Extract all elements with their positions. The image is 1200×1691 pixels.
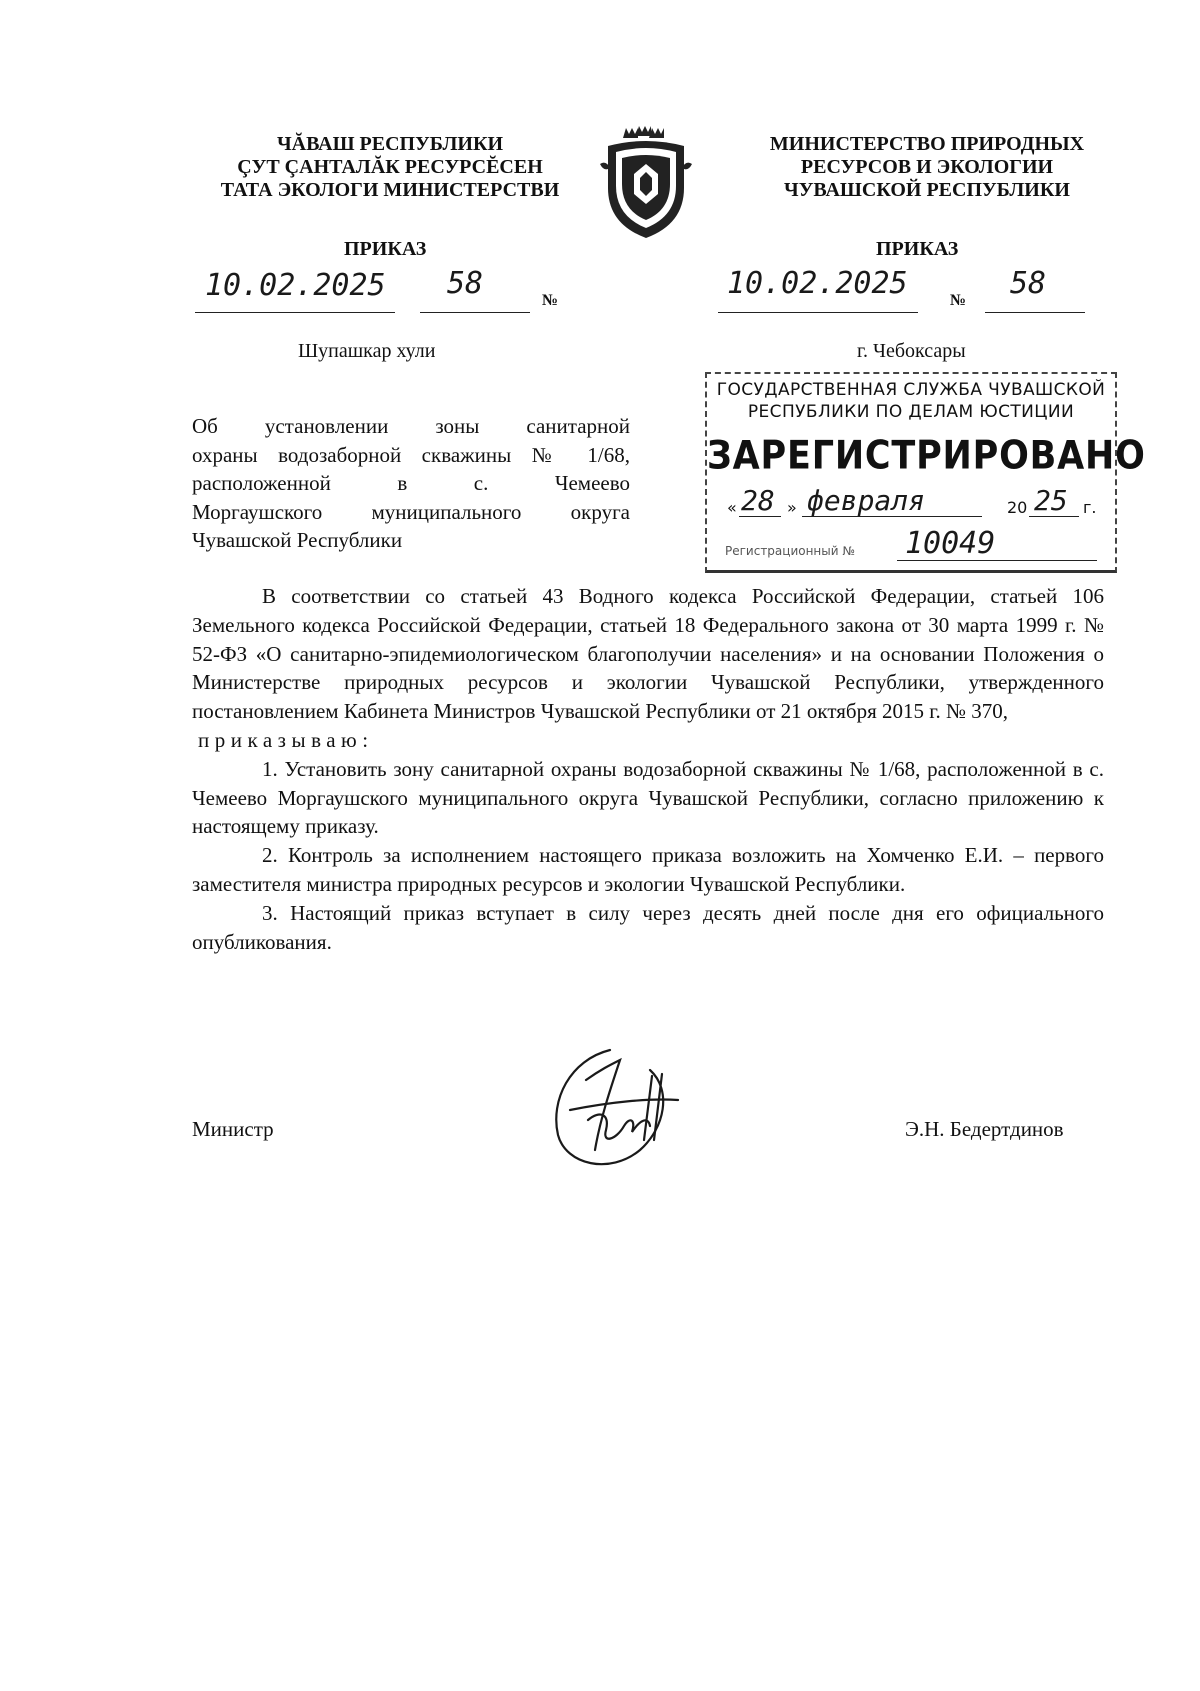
stamp-day-underline (739, 516, 781, 517)
header-chuvash (200, 133, 580, 202)
number-sign-right: № (950, 292, 967, 309)
header-chuvash-line: ТАТА ЭКОЛОГИ МИНИСТЕРСТВИ (220, 179, 560, 201)
coat-of-arms-icon (598, 124, 694, 242)
stamp-year-underline (1029, 516, 1079, 517)
stamp-month-underline (802, 516, 982, 517)
title-line: Моргаушского муниципального округа (192, 499, 630, 524)
title-line: охраны водозаборной скважины № 1/68, (192, 442, 630, 467)
registration-stamp (705, 372, 1146, 573)
city-russian: г. Чебоксары (857, 340, 966, 362)
number-sign-left: № (542, 292, 559, 309)
stamp-reg-underline (897, 560, 1097, 561)
date-underline-left (195, 312, 395, 313)
paragraph-order-word (192, 726, 1104, 755)
stamp-month: февраля (807, 484, 926, 517)
order-word: приказываю: (198, 727, 374, 752)
header-chuvash-line: ÇУТ ÇАНТАЛĂК РЕСУРСĔСЕН (237, 156, 543, 178)
order-number-right: 58 (1010, 266, 1047, 301)
city-chuvash: Шупашкар хули (298, 340, 436, 362)
stamp-quote-close: » (787, 498, 797, 517)
header-russian-line: МИНИСТЕРСТВО ПРИРОДНЫХ (769, 133, 1085, 155)
stamp-line-1: ГОСУДАРСТВЕННАЯ СЛУЖБА ЧУВАШСКОЙ (716, 380, 1106, 400)
stamp-year-prefix: 20 (1007, 498, 1028, 517)
order-label-left: ПРИКАЗ (344, 238, 427, 260)
signatory-role: Министр (192, 1117, 274, 1141)
document-body (192, 582, 1104, 956)
document-title (192, 412, 630, 555)
number-underline-right (985, 312, 1085, 313)
paragraph-item-2: 2. Контроль за исполнением настоящего приказа возложить на Хомченко Е.И. – первого заместителя министра природных ресурсов и экологии Чувашской Республики. (192, 843, 1104, 896)
order-date-right: 10.02.2025 (727, 266, 908, 301)
header-chuvash-line: ЧĂВАШ РЕСПУБЛИКИ (276, 133, 504, 155)
stamp-reg-number: 10049 (905, 526, 996, 561)
date-underline-right (718, 312, 918, 313)
order-date-left: 10.02.2025 (205, 268, 386, 303)
handwritten-signature (540, 1040, 690, 1175)
header-russian-line: РЕСУРСОВ И ЭКОЛОГИИ (800, 156, 1054, 178)
number-underline-left (420, 312, 530, 313)
order-label-right: ПРИКАЗ (876, 238, 959, 260)
stamp-quote-open: « (727, 498, 737, 517)
paragraph-preamble: В соответствии со статьей 43 Водного кодекса Российской Федерации, статьей 106 Земельного кодекса Российской Федерации, статьей 18 Федерального закона от 30 марта 1999 г. № 52-ФЗ «О санитарно-эпидемиологическом благополучии населения» и на основании Положения о Министерстве природных ресурсов и экологии Чувашской Республики, утвержденного постановлением Кабинета Министров Чувашской Республики от 21 октября 2015 г. № 370, (192, 584, 1104, 724)
paragraph-item-1: 1. Установить зону санитарной охраны водозаборной скважины № 1/68, расположенной в с. Чемеево Моргаушского муниципального округа Чувашской Республики, согласно приложению к настоящему приказу. (192, 756, 1104, 839)
paragraph-item-3: 3. Настоящий приказ вступает в силу через десять дней после дня его официального опубликования. (192, 900, 1104, 954)
stamp-year-g: г. (1083, 498, 1097, 517)
title-line: Чувашской Республики (192, 528, 403, 552)
signatory-name: Э.Н. Бедертдинов (905, 1117, 1064, 1141)
stamp-day: 28 (741, 484, 775, 517)
title-line: расположенной в с. Чемеево (192, 471, 630, 495)
order-number-left: 58 (447, 266, 484, 301)
stamp-line-2: РЕСПУБЛИКИ ПО ДЕЛАМ ЮСТИЦИИ (747, 402, 1075, 422)
header-russian (742, 133, 1112, 202)
stamp-reg-label: Регистрационный № (725, 544, 855, 558)
stamp-year: 25 (1034, 484, 1068, 517)
title-line: Об установлении зоны санитарной (192, 414, 630, 438)
header-russian-line: ЧУВАШСКОЙ РЕСПУБЛИКИ (784, 179, 1070, 201)
stamp-registered: ЗАРЕГИСТРИРОВАНО (707, 433, 1146, 479)
